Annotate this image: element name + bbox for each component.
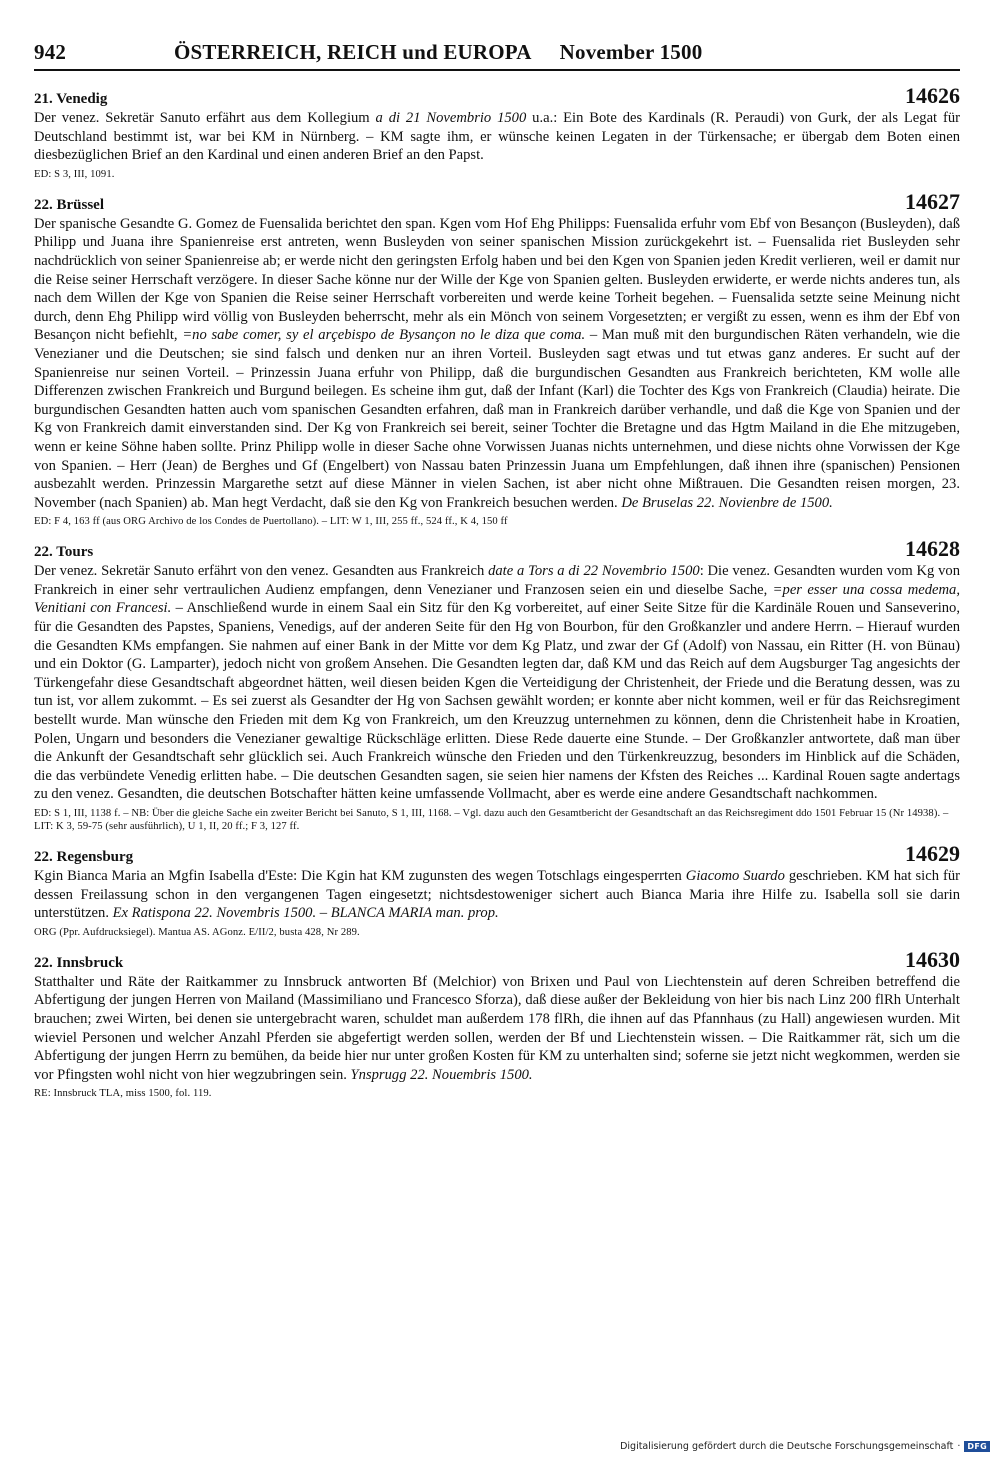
entry-body — [34, 109, 960, 165]
entry-body-italic-run: =no sabe comer, sy el arçebispo de Bysançon no le diza que coma. — [182, 327, 586, 344]
entry-place: 22. Innsbruck — [34, 954, 124, 971]
entry-body-run: u.a.: Ein Bote des Kardinals (R. Peraudi) von Gurk, der als Legat für Deutschland bestimmt ist, war bei KM in Nürnberg. – KM sagte ihm, er wünsche keinen Legaten in der Türkensache; er übergab dem Boten einen diesbezüglichen Brief an den Kardinal und einen anderen Brief an den Papst. — [34, 110, 960, 164]
entry-place: 22. Brüssel — [34, 196, 105, 213]
entry — [34, 85, 960, 181]
entry-body-italic-run: Ynsprugg 22. Nouembris 1500. — [350, 1066, 533, 1083]
entry-body-italic-run: =per esser una cossa medema, Venitiani con Francesi. — [34, 581, 960, 617]
dfg-logo-icon: DFG — [964, 1441, 990, 1452]
entry-reference: RE: Innsbruck TLA, miss 1500, fol. 119. — [34, 1088, 212, 1100]
entry — [34, 843, 960, 939]
entry-number: 14627 — [905, 188, 960, 214]
entry-body-run: Der spanische Gesandte G. Gomez de Fuensalida berichtet den span. Kgen vom Hof Ehg Philipps: Fuensalida erfuhr vom Ebf von Besançon (Busleyden), daß Philipp und Juana ihre Spanienreise erst antreten, wenn Busleyden von seiner spanischen Mission zurückgekehrt ist. – Fuensalida riet Busleyden sehr nachdrücklich von seiner Spanienreise ab; er werde nicht den geringsten Erfolg haben und bei den Kgen von Spanien jeden Kredit verlieren, weil er damit nur die Reise seiner Herrschaft verzögere. In dieser Sache könne nur der Wille der Kge von Spanien gelten. Busleyden erwiderte, er werde nichts anderes tun, als nach dem Willen der Kge von Spanien die Reise seiner Herrschaft vorbereiten und werde keine Torheit begehen. – Fuensalida setzte seine Meinung nicht durch, denn Ehg Philipp wird völlig von Busleyden beherrscht, mehr als ein Mönch von seinem Vorgesetzten; er vergißt zu essen, wenn es ihm der Ebf von Besançon nicht befiehlt, — [34, 215, 960, 344]
entry-number: 14628 — [905, 536, 960, 562]
entry-reference: ED: S 1, III, 1138 f. – NB: Über die gleiche Sache ein zweiter Bericht bei Sanuto, S 1, III, 1168. – Vgl. dazu auch den Gesamtbericht der Gesandtschaft an das Reichsregiment ddo 1501 Februar 15 (Nr 14938). – LIT: K 3, 59-75 (sehr ausführlich), U 1, II, 20 ff.; F 3, 127 ff. — [34, 808, 949, 832]
entry-place: 21. Venedig — [34, 91, 108, 107]
entry-body — [34, 973, 960, 1085]
entry — [34, 188, 960, 529]
entry-number: 14629 — [905, 841, 960, 866]
entry-body-italic-run: Giacomo Suardo — [685, 868, 785, 884]
document-page — [34, 40, 960, 1100]
running-head — [34, 40, 960, 71]
entry-place: 22. Regensburg — [34, 849, 134, 865]
entry-body-run: geschrieben. KM hat sich für dessen Freilassung schon in den vergangenen Tagen eingesetzt; nichtsdestoweniger sichert auch Bianca Maria ihre Hilfe zu. Isabella soll sie darin unterstützen. — [34, 868, 960, 922]
entry-body-run: Der venez. Sekretär Sanuto erfährt aus dem Kollegium — [34, 110, 376, 126]
entry-number: 14630 — [905, 946, 960, 972]
entry-body — [34, 562, 960, 804]
entry-body-run: Der venez. Sekretär Sanuto erfährt von den venez. Gesandten aus Frankreich — [34, 563, 489, 580]
entry — [34, 946, 960, 1101]
entry-reference: ED: S 3, III, 1091. — [34, 168, 115, 180]
entry-body — [34, 867, 960, 923]
entry-body-italic-run: date a Tors a di 22 Novembrio 1500 — [488, 563, 700, 580]
entry-heading — [34, 843, 960, 866]
entry-reference: ORG (Ppr. Aufdrucksiegel). Mantua AS. AGonz. E/II/2, busta 428, Nr 289. — [34, 926, 360, 938]
page-title: ÖSTERREICH, REICH und EUROPA — [174, 40, 532, 64]
footer — [620, 1441, 990, 1452]
entry-body-run: Statthalter und Räte der Raitkammer zu Innsbruck antworten Bf (Melchior) von Brixen und Paul von Liechtenstein auf deren Schreiben betreffend die Abfertigung der jungen Herren von Mailand (Massimiliano und Francesco Sforza), daß diese außer der Bekleidung von hier bis nach Linz 200 flRh Unterhalt brauchen; zwei Wirten, bei denen sie untergebracht waren, schuldet man außerdem 178 flRh, die ihnen auf das Pfannhaus (zu Hall) angewiesen wurden. Mit wieviel Personen und welcher Anzahl Pferden sie abgefertigt werden sollen, werden der Bf und Liechtenstein wissen. – Die Raitkammer rät, sich um die Abfertigung der jungen Herrn zu bemühen, da beide hier nur unter großen Kosten für KM zu unterhalten sind; soferne sie jetzt nicht wegkommen, werden sie vor Pfingsten wohl nicht von hier wegzubringen sein. — [34, 973, 960, 1083]
entry-body-italic-run: Ex Ratispona 22. Novembris 1500. – BLANCA MARIA man. prop. — [112, 905, 499, 922]
page-date: November 1500 — [559, 40, 703, 64]
entry-reference: ED: F 4, 163 ff (aus ORG Archivo de los Condes de Puertollano). – LIT: W 1, III, 255 ff., 524 ff., K 4, 150 ff — [34, 516, 508, 528]
entry-body-italic-run: De Bruselas 22. Novienbre de 1500. — [621, 494, 833, 511]
entry-list — [34, 85, 960, 1100]
entry — [34, 538, 960, 833]
entry-heading — [34, 188, 960, 214]
entry-number: 14626 — [905, 83, 960, 108]
entry-body-run: Kgin Bianca Maria an Mgfin Isabella d'Este: Die Kgin hat KM zugunsten des wegen Totschlags eingesperrten — [34, 868, 686, 884]
entry-heading — [34, 538, 960, 561]
footer-credit: Digitalisierung gefördert durch die Deutsche Forschungsgemeinschaft — [620, 1441, 954, 1452]
entry-heading — [34, 85, 960, 108]
entry-body-run: : Die venez. Gesandten wurden vom Kg von Frankreich in einer sehr vertraulichen Audienz empfangen, denn Venezianer und Franzosen seien ein und dieselbe Sache, — [34, 563, 960, 598]
footer-separator: · — [957, 1441, 961, 1452]
entry-body-run: – Anschließend wurde in einem Saal ein Sitz für den Kg vorbereitet, auf einer Seite Sitze für die Kardinäle Rouen und Sanseverino, für die Gesandten des Papstes, Spaniens, Venedigs, auf der anderen Seite für den Hg von Bourbon, für den Großkanzler und andere Herrn. – Hierauf wurden die Gesandten KMs empfangen. Sie nahmen auf einer Bank in der Mitte vor dem Kg Platz, und zwar der Gf (Adolf) von Nassau, ein Ritter (H. von Bünau) und ein Doktor (G. Lamparter), jedoch nicht von großem Ansehen. Die Gesandten legten dar, daß KM und das Reich auf dem Augsburger Tag angesichts der Türkengefahr diese Gesandtschaft abgeordnet hätten, weil diesen beiden Kgen die Verteidigung der Christenheit, der Friede und die Beratung dessen, was zu tun ist, vor allem zukommt. – Es sei zuerst als Gesandter der Hg von Sachsen gewählt worden; er konnte aber nicht kommen, weil er für das Reichsregiment bestellt wurde. Man wünsche den Frieden mit dem Kg von Frankreich, um den Kreuzzug unternehmen zu können, denn die Christenheit habe in Kroatien, Polen, Ungarn und besonders die Venezianer gewaltige Rückschläge erlitten. Diese Rede dauerte eine Stunde. – Der Großkanzler antwortete, daß man über die Ankunft der Gesandtschaft sehr glücklich sei. Auch Frankreich wünsche den Frieden und den Türkenkreuzzug, besonders im Hinblick auf die Schäden, die das verbündete Venedig erlitten habe. – Die deutschen Gesandten sagen, sie seien hier namens der Kfsten des Reiches ... Kardinal Rouen sagte andertags zu den venez. Gesandten, die deutschen Botschafter hätten keine umfassende Vollmacht, aber es werde eine andere Gesandtschaft nachkommen. — [34, 600, 960, 803]
entry-body-italic-run: a di 21 Novembrio 1500 — [375, 110, 527, 126]
entry-body-run: – Man muß mit den burgundischen Räten verhandeln, wie die Venezianer und die Deutschen; sie sind falsch und denken nur an ihren Vorteil. Busleyden sagt etwas und tut etwas ganz anderes. Er sucht auf der Spanienreise nur seinen Vorteil. – Prinzessin Juana erfuhr von Philipp, daß die burgundischen Gesandten aus Frankreich berichteten, KM wolle alle Differenzen zwischen Frankreich und Burgund beilegen. Es scheine ihm gut, daß der Infant (Karl) die Tochter des Kgs von Frankreich (Claudia) heirate. Die burgundischen Gesandten hatten auch vom spanischen Gesandten erfahren, daß man in Frankreich darüber verhandle, und daß die Kge von Spanien und der Kg von Frankreich damit einverstanden sind. Der Kg von Frankreich sei bereit, seiner Tochter die Bretagne und das Hgtm Mailand in die Ehe mitzugeben, wenn er keine Söhne haben sollte. Prinz Philipp wolle in dieser Sache ohne Vorwissen Juanas nichts unternehmen, und diese nichts ohne Vorwissen der Kge von Spanien. – Herr (Jean) de Berghes und Gf (Engelbert) von Nassau baten Prinzessin Juana um Empfehlungen, daß ihnen ihre (spanischen) Pensionen ausbezahlt werden. Prinzessin Margarethe setzt auf diese Männer in vielen Sachen, ist aber nicht ohne Mißtrauen. Die Gesandten reisen morgen, 23. November (nach Spanien) ab. Man hegt Verdacht, daß sie den Kg von Frankreich besuchen werden. — [34, 327, 960, 511]
entry-heading — [34, 946, 960, 972]
entry-place: 22. Tours — [34, 544, 94, 561]
entry-body — [34, 215, 960, 513]
page-number: 942 — [34, 40, 67, 64]
